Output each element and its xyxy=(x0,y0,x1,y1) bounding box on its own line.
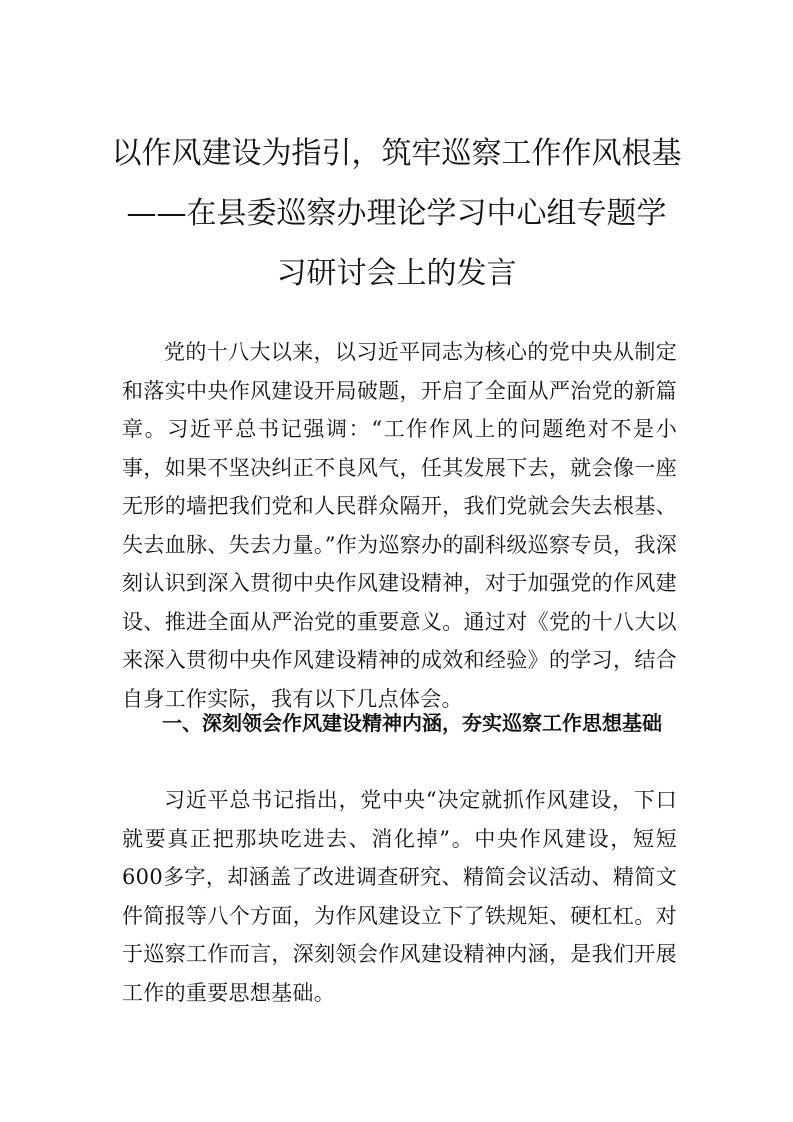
document-title-line-3: 习研讨会上的发言 xyxy=(276,256,517,291)
section-heading-1: 一、深刻领会作风建设精神内涵，夯实巡察工作思想基础 xyxy=(162,711,662,735)
document-title-line-2: ——在县委巡察办理论学习中心组专题学 xyxy=(126,196,667,231)
document-title-line-1: 以作风建设为指引，筑牢巡察工作作风根基 xyxy=(111,136,682,171)
section-1-paragraph: 习近平总书记指出，党中央“决定就抓作风建设，下口就要真正把那块吃进去、消化掉”。中央作风建设，短短600多字，却涵盖了改进调查研究、精简会议活动、精简文件简报等八个方面，为作风建设立下了铁规矩、硬杠杠。对于巡察工作而言，深刻领会作风建设精神内涵，是我们开展工作的重要思想基础。 xyxy=(122,788,677,1005)
intro-paragraph: 党的十八大以来，以习近平同志为核心的党中央从制定和落实中央作风建设开局破题，开启了全面从严治党的新篇章。习近平总书记强调：“工作作风上的问题绝对不是小事，如果不坚决纠正不良风气，任其发展下去，就会像一座无形的墙把我们党和人民群众隔开，我们党就会失去根基、失去血脉、失去力量。”作为巡察办的副科级巡察专员，我深刻认识到深入贯彻中央作风建设精神，对于加强党的作风建设、推进全面从严治党的重要意义。通过对《党的十八大以来深入贯彻中央作风建设精神的成效和经验》的学习，结合自身工作实际，我有以下几点体会。 xyxy=(122,340,677,711)
